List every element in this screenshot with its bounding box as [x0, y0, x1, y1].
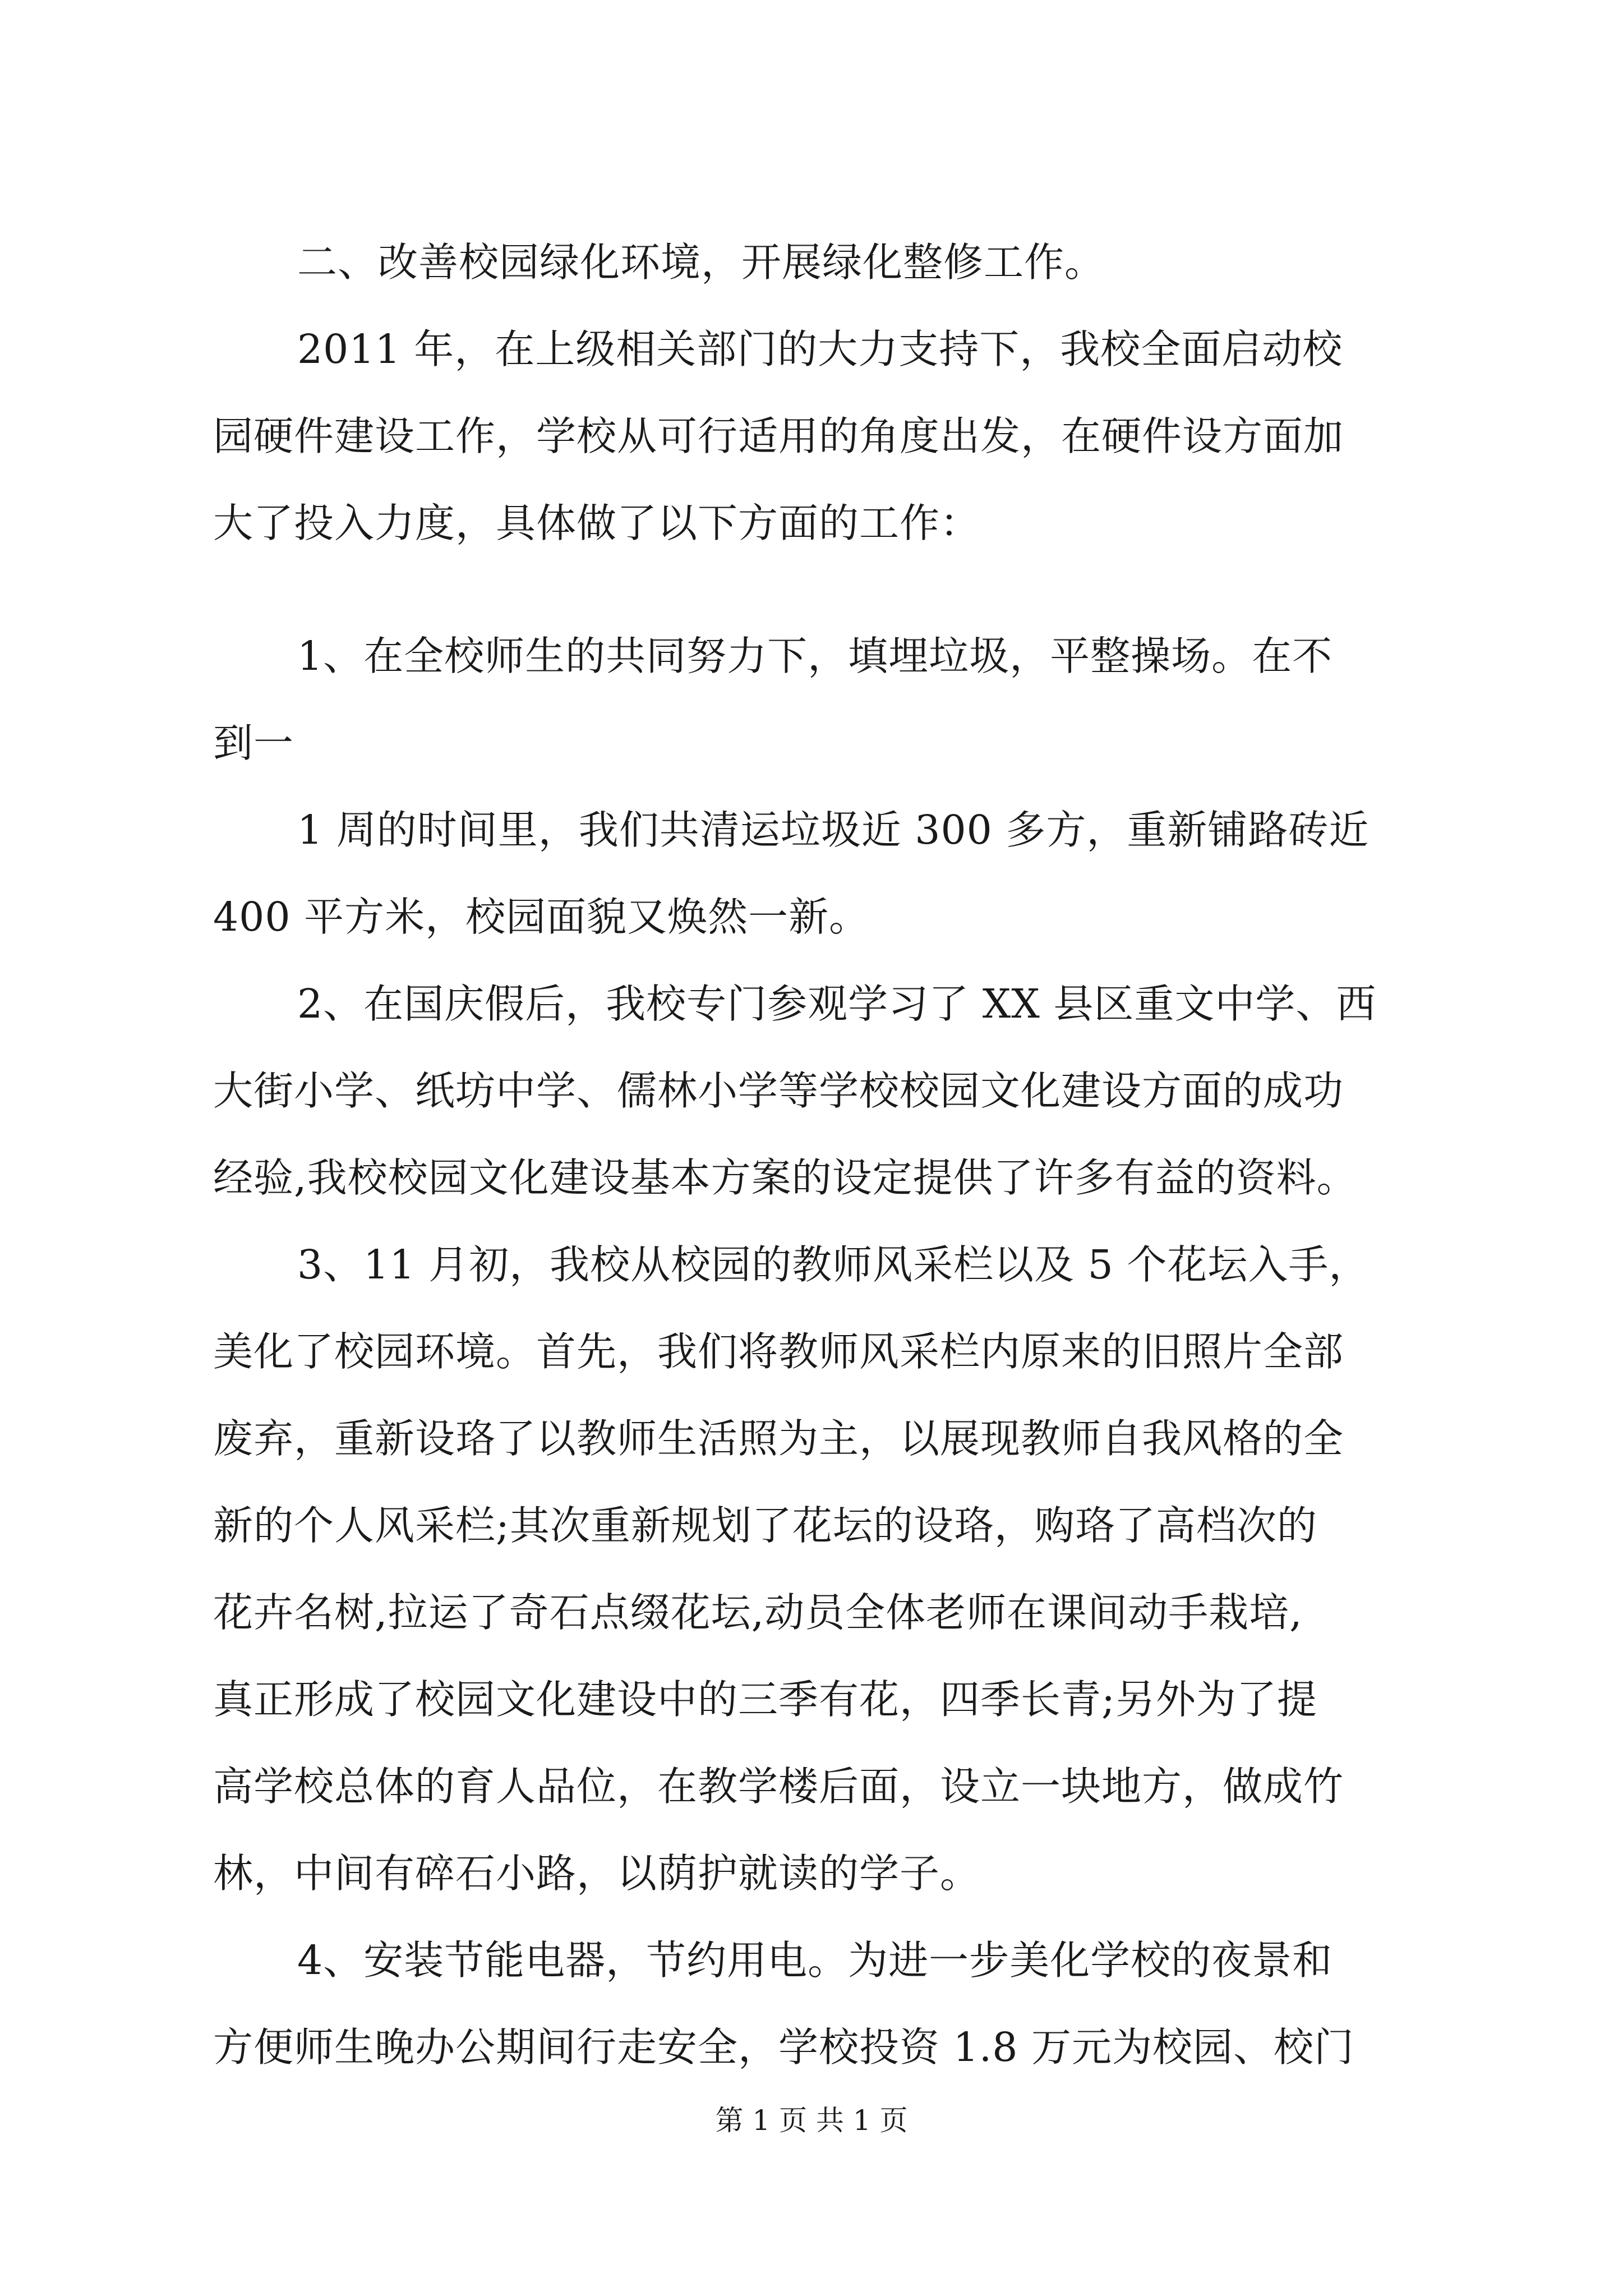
paragraph-line: 1 周的时间里，我们共清运垃圾近 300 多方，重新铺路砖近 [297, 807, 1370, 853]
paragraph-line: 3、11 月初，我校从校园的教师风采栏以及 5 个花坛入手， [297, 1241, 1370, 1288]
paragraph-line: 2、在国庆假后，我校专门参观学习了 XX 县区重文中学、西 [297, 981, 1377, 1027]
paragraph-line: 新的个人风采栏;其次重新规划了花坛的设珞，购珞了高档次的 [213, 1502, 1317, 1549]
paragraph-line: 方便师生晚办公期间行走安全，学校投资 1.8 万元为校园、校门 [213, 2024, 1355, 2070]
paragraph-line: 废弃，重新设珞了以教师生活照为主，以展现教师自我风格的全 [213, 1415, 1344, 1462]
paragraph-line: 真正形成了校园文化建设中的三季有花，四季长青;另外为了提 [213, 1676, 1317, 1723]
paragraph-line: 到一 [213, 720, 294, 766]
paragraph-line: 大了投入力度，具体做了以下方面的工作： [213, 500, 981, 546]
paragraph-line: 2011 年，在上级相关部门的大力支持下，我校全面启动校 [297, 326, 1343, 372]
paragraph-line: 园硬件建设工作，学校从可行适用的角度出发，在硬件设方面加 [213, 413, 1344, 459]
paragraph-line: 林，中间有碎石小路，以荫护就读的学子。 [213, 1850, 981, 1897]
paragraph-line: 4、安装节能电器，节约用电。为进一步美化学校的夜景和 [297, 1937, 1333, 1984]
paragraph-line: 高学校总体的育人品位，在教学楼后面，设立一块地方，做成竹 [213, 1763, 1344, 1810]
paragraph-line: 花卉名树,拉运了奇石点缀花坛,动员全体老师在课间动手栽培, [213, 1589, 1303, 1636]
page-number-footer: 第 1 页 共 1 页 [715, 2104, 908, 2137]
section-heading: 二、改善校园绿化环境，开展绿化整修工作。 [297, 239, 1105, 286]
paragraph-line: 400 平方米，校园面貌又焕然一新。 [213, 894, 870, 940]
paragraph-line: 美化了校园环境。首先，我们将教师风采栏内原来的旧照片全部 [213, 1328, 1344, 1375]
paragraph-line: 1、在全校师生的共同努力下，填埋垃圾，平整操场。在不 [297, 633, 1333, 679]
paragraph-line: 经验,我校校园文化建设基本方案的设定提供了许多有益的资料。 [213, 1154, 1357, 1201]
paragraph-line: 大街小学、纸坊中学、儒林小学等学校校园文化建设方面的成功 [213, 1068, 1344, 1114]
